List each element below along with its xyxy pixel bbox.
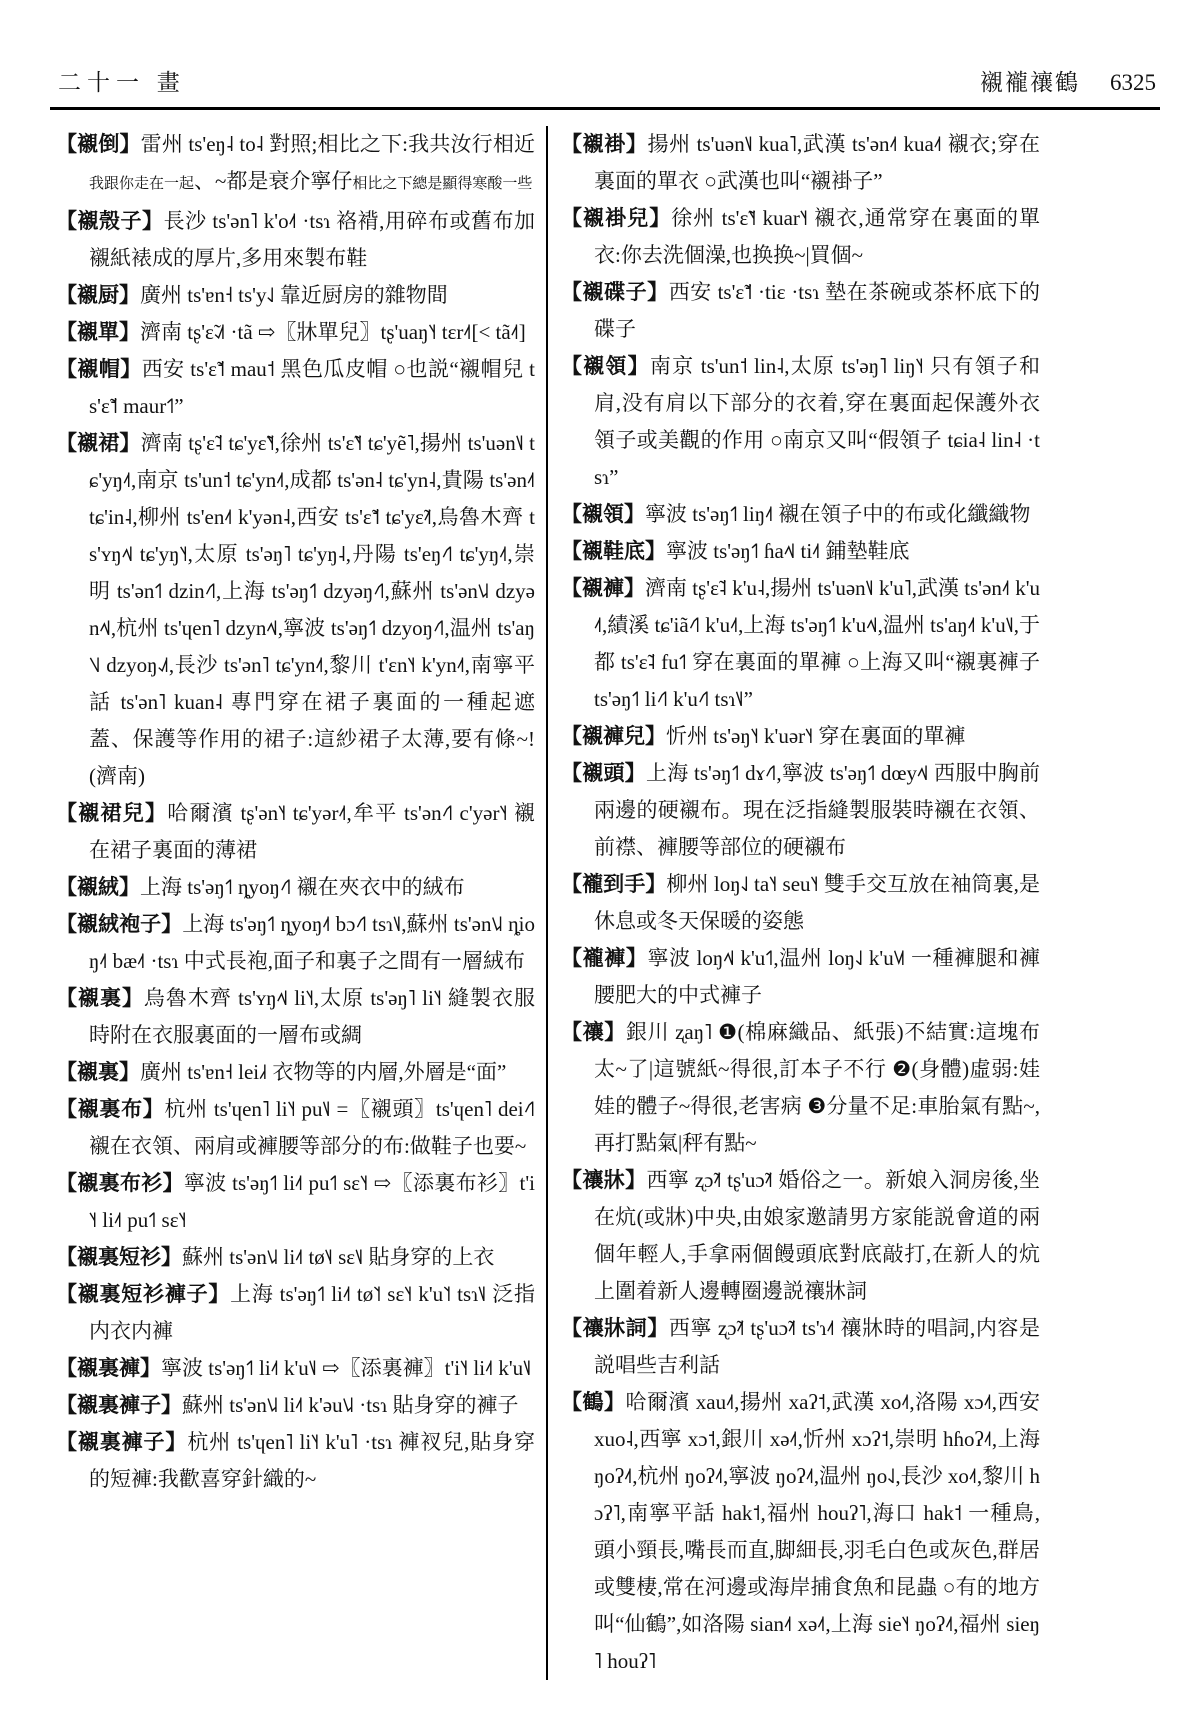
dict-entry — [561, 200, 1040, 274]
entry-headword: 【襯褲】 — [561, 576, 646, 600]
entry-headword: 【襯裏布】 — [56, 1097, 165, 1121]
dict-entry — [56, 906, 535, 980]
dict-entry — [561, 866, 1040, 940]
dict-entry — [56, 869, 535, 906]
entry-text: 雷州 ts'eŋ˨ to˨ 對照;相比之下:我共汝行相近 — [140, 132, 535, 156]
dict-entry — [56, 1424, 535, 1498]
entry-text: 長沙 ts'ən˥ k'o˨˦ ·tsɿ 袼褙,用碎布或舊布加襯紙裱成的厚片,多用來製布鞋 — [89, 209, 536, 270]
entry-gloss-small: 相比之下總是顯得寒酸一些 — [352, 176, 533, 192]
dict-entry — [56, 203, 535, 277]
dict-entry — [56, 277, 535, 314]
dict-entry — [561, 126, 1040, 200]
entry-text: 寧波 ts'əŋ˦˥ liŋ˨˦ 襯在領子中的布或化纖織物 — [645, 502, 1031, 526]
dict-entry — [561, 348, 1040, 496]
entry-text: 西安 ts'ɛ̃˦ ·tiɛ ·tsɿ 墊在茶碗或茶杯底下的碟子 — [594, 280, 1040, 341]
entry-text: 寧波 ts'əŋ˦˥ li˨˦ pu˦˥ sɛ˥˧ ⇨〖添裏布衫〗t'i˥˧ li˨˦ pu˦˥ sɛ˥˧ — [89, 1171, 535, 1232]
entry-text: 銀川 ʐaŋ˥ ❶(棉麻織品、紙張)不結實:這塊布太~了|這號紙~得很,訂本子不行 ❷(身體)虛弱:娃娃的體子~得很,老害病 ❸分量不足:車胎氣有點~,再打點氣|秤有點~ — [594, 1020, 1041, 1155]
entry-text: 南京 ts'un˦ lin˨,太原 ts'əŋ˥ liŋ˥˧ 只有領子和肩,没有肩以下部分的衣着,穿在裏面起保護外衣領子或美觀的作用 ○南京又叫“假領子 tɕia˨ lin˨ ·tsɿ” — [594, 354, 1041, 489]
stroke-section-title: 二十一 畫 — [58, 70, 186, 95]
right-column — [548, 126, 1040, 1680]
entry-headword: 【襯裙兒】 — [56, 801, 168, 825]
entry-headword: 【襱褲】 — [561, 946, 648, 970]
page-number: 6325 — [1110, 70, 1156, 95]
entry-headword: 【襯褂】 — [561, 132, 648, 156]
dict-entry — [56, 1387, 535, 1424]
entry-text: 上海 ts'əŋ˦˥ li˨˦ tø˥˦ sɛ˥˧ k'u˥˦ tsɿ˥˩ 泛指内衣内褲 — [89, 1282, 535, 1343]
guide-words: 襯襱禳鶴 — [980, 70, 1080, 95]
entry-headword: 【襯裙】 — [56, 431, 141, 455]
entry-headword: 【禳牀詞】 — [561, 1316, 669, 1340]
dict-entry — [561, 755, 1040, 866]
entry-headword: 【禳】 — [561, 1020, 626, 1044]
header-rule — [50, 107, 1160, 110]
entry-gloss-small: 我跟你走在一起 — [89, 176, 195, 192]
entry-headword: 【襯裏】 — [56, 986, 144, 1010]
dict-entry — [56, 425, 535, 795]
entry-headword: 【襯單】 — [56, 320, 140, 344]
entry-headword: 【襯領】 — [561, 354, 650, 378]
entry-text: 寧波 ts'əŋ˦˥ li˨˦ k'u˥˩ ⇨〖添裏褲〗t'i˥˧ li˨˦ k'u˥˩ — [161, 1356, 532, 1380]
entry-text: 上海 ts'əŋ˦˥ ȵyoŋ˨˦ bɔ˨˦˥ tsɿ˥˩,蘇州 ts'ən˦˩˨ ȵioŋ˨˦ bæ˨˦ ·tsɿ 中式長袍,面子和裏子之間有一層絨布 — [89, 912, 535, 973]
entry-headword: 【襯領】 — [561, 502, 645, 526]
dict-entry — [56, 1350, 535, 1387]
entry-text: 西寧 ʐɔ̃˨˦ tʂ'uɔ̃˨˦ ts'ɿ˨˦ 禳牀時的唱詞,内容是説唱些吉利話 — [594, 1316, 1041, 1377]
page-header — [58, 64, 1156, 97]
entry-text: 上海 ts'əŋ˦˥ dɤ˨˦˥,寧波 ts'əŋ˦˥ dœy˨˦˩ 西服中胸前兩邊的硬襯布。現在泛指縫製服裝時襯在衣領、前襟、褲腰等部位的硬襯布 — [594, 761, 1040, 859]
entry-headword: 【襯頭】 — [561, 761, 647, 785]
entry-headword: 【襯裏】 — [56, 1060, 140, 1084]
entry-headword: 【襯裏褲子】 — [56, 1393, 182, 1417]
entry-text: 杭州 ts'ɥen˥ li˥˧ pu˥˩ =〖襯頭〗ts'ɥen˥ dei˨˦˥ 襯在衣領、兩肩或褲腰等部分的布:做鞋子也要~ — [89, 1097, 535, 1158]
entry-headword: 【襯絨】 — [56, 875, 140, 899]
left-column — [56, 126, 546, 1680]
entry-text: 烏魯木齊 ts'ʏŋ˨˦˩ li˥˧,太原 ts'əŋ˥ li˥˧ 縫製衣服時附在衣服裏面的一層布或綢 — [89, 986, 535, 1047]
header-right — [980, 64, 1156, 97]
entry-text: 杭州 ts'ɥen˥ li˥˧ k'u˥ ·tsɿ 褲衩兒,貼身穿的短褲:我歡喜穿針織的~ — [89, 1430, 535, 1491]
dict-entry — [56, 1054, 535, 1091]
entry-text: 濟南 tʂ'ɛ̃˨˩˦ ·tã ⇨〖牀單兒〗tʂ'uaŋ˥˧ tɛr˨˦[< tã˨˦] — [140, 320, 526, 344]
dict-entry — [561, 1014, 1040, 1162]
entry-text: 哈爾濱 xau˨˦,揚州 xaʔ˦,武漢 xo˨˦,洛陽 xɔ˨˦,西安 xuo˨,西寧 xɔ˦,銀川 xə˨˦,忻州 xɔʔ˦,崇明 hɦoʔ˨˦,上海 ŋoʔ˨˦,杭州 ŋoʔ˨˦,寧波 ŋoʔ˨˦,温州 ŋo˨˩,長沙 xo˨˦,黎川 hɔʔ˥,南寧平話 hak˦,福州 houʔ˥,海口 hak˦ 一種鳥,頭小頸長,嘴長而直,脚細長,羽毛白色或灰色,群居或雙棲,常在河邊或海岸捕食魚和昆蟲 ○有的地方叫“仙鶴”,如洛陽 sian˨˦ xə˨˦,上海 sie˥˧ ŋoʔ˨˦,福州 sieŋ˥ houʔ˥ — [594, 1390, 1040, 1673]
entry-headword: 【禳牀】 — [561, 1168, 647, 1192]
entry-text: 蘇州 ts'ən˦˩˨ li˨˦ k'əu˦˩˨ ·tsɿ 貼身穿的褲子 — [182, 1393, 519, 1417]
dict-entry — [56, 1276, 535, 1350]
entry-headword: 【襯裏短衫】 — [56, 1245, 182, 1269]
entry-headword: 【襯絨袍子】 — [56, 912, 183, 936]
entry-text: 蘇州 ts'ən˦˩˨ li˨˦ tø˥˨ sɛ˥˩ 貼身穿的上衣 — [182, 1245, 495, 1269]
entry-headword: 【襯裏褲子】 — [56, 1430, 188, 1454]
dict-entry — [561, 1162, 1040, 1310]
entry-headword: 【襯裏布衫】 — [56, 1171, 184, 1195]
entry-text: 濟南 tʂ'ɛ̃˨ tɕ'yɛ̃˥˧,徐州 ts'ɛ̃˥˧ tɕ'yẽ˥,揚州 ts'uən˥˩ tɕ'yŋ˨˦,南京 ts'un˦ tɕ'yn˨˦,成都 ts'ən˨ tɕ'yn˨,貴陽 ts'ən˨˦ tɕ'in˨,柳州 ts'en˨˦ k'yən˨,西安 ts'ɛ̃˦ tɕ'yɛ̃˨˦,烏魯木齊 ts'ʏŋ˨˦˩ tɕ'yŋ˥˧,太原 ts'əŋ˥ tɕ'yŋ˨,丹陽 ts'eŋ˨˦˥ tɕ'yŋ˨˦,崇明 ts'ən˦˥ dzin˨˦˥,上海 ts'əŋ˦˥ dzyəŋ˨˦˥,蘇州 ts'ən˦˩˨ dzyən˨˦˩,杭州 ts'ɥen˥ dzyn˨˦˩,寧波 ts'əŋ˦˥ dzyoŋ˨˦˥,温州 ts'aŋ˥˧˩ dzyoŋ˨˩˦,長沙 ts'ən˥ tɕ'yn˨˦,黎川 t'ɛn˥˧ k'yn˨˦,南寧平話 ts'ən˥ kuan˨ 專門穿在裙子裏面的一種起遮蓋、保護等作用的裙子:這紗裙子太薄,要有條~!(濟南) — [89, 431, 535, 788]
entry-headword: 【襯鞋底】 — [561, 539, 666, 563]
entry-text: 揚州 ts'uən˥˩ kua˥,武漢 ts'ən˨˦ kua˨˦ 襯衣;穿在裏面的單衣 ○武漢也叫“襯褂子” — [594, 132, 1041, 193]
entry-text: 寧波 loŋ˨˦˩ k'u˦˥,温州 loŋ˨˩ k'u˥˩˦ 一種褲腿和褲腰肥大的中式褲子 — [594, 946, 1041, 1007]
dict-entry — [561, 1310, 1040, 1384]
entry-headword: 【襯殼子】 — [56, 209, 164, 233]
dict-entry — [561, 1384, 1040, 1680]
entry-text: 忻州 ts'əŋ˥˧ k'uər˥˧ 穿在裏面的單褲 — [666, 724, 966, 748]
entry-headword: 【襯倒】 — [56, 132, 141, 156]
entry-text: 、~都是衰介寧仔 — [194, 169, 353, 193]
entry-headword: 【襯裏短衫褲子】 — [56, 1282, 231, 1306]
entry-text: 哈爾濱 tʂ'ən˥˧ tɕ'yər˨˦,牟平 ts'ən˨˦˥ c'yər˥˧ 襯在裙子裏面的薄裙 — [89, 801, 535, 862]
dict-entry — [56, 1239, 535, 1276]
entry-text: 濟南 tʂ'ɛ̃˨ k'u˨,揚州 ts'uən˥˩ k'u˥,武漢 ts'ən˨˦ k'u˨˦,績溪 tɕ'iã˨˦˥ k'u˨˦,上海 ts'əŋ˦˥ k'u˨˦˩,温州 ts'aŋ˨˦ k'u˥˩,于都 ts'ɛ̃˨ fu˦˥ 穿在裏面的單褲 ○上海又叫“襯裏褲子 ts'əŋ˦˥ li˨˦˥ k'u˨˦˥ tsɿ˥˩” — [594, 576, 1040, 711]
dict-entry — [561, 496, 1040, 533]
entry-text: 寧波 ts'əŋ˦˥ ɦa˨˦˩ ti˨˦ 鋪墊鞋底 — [666, 539, 910, 563]
entry-text: 上海 ts'əŋ˦˥ ȵyoŋ˨˦˥ 襯在夾衣中的絨布 — [140, 875, 465, 899]
entry-headword: 【襯褂兒】 — [561, 206, 672, 230]
entry-headword: 【襯帽】 — [56, 357, 142, 381]
entry-text: 西寧 ʐɔ̃˨˦ tʂ'uɔ̃˨˦ 婚俗之一。新娘入洞房後,坐在炕(或牀)中央,由娘家邀請男方家能説會道的兩個年輕人,手拿兩個饅頭底對底敲打,在新人的炕上圍着新人邊轉圈邊説禳牀詞 — [594, 1168, 1040, 1303]
dict-entry — [56, 980, 535, 1054]
entry-text: 徐州 ts'ɛ̃˥˧ kuar˥˧ 襯衣,通常穿在裏面的單衣:你去洗個澡,也换换~|買個~ — [594, 206, 1040, 267]
entry-headword: 【襯褲兒】 — [561, 724, 666, 748]
text-columns — [56, 126, 1040, 1680]
entry-text: 廣州 ts'ɐn˧ ts'y˨˩ 靠近厨房的雜物間 — [140, 283, 448, 307]
entry-headword: 【襯裏褲】 — [56, 1356, 161, 1380]
dict-entry — [561, 718, 1040, 755]
entry-headword: 【鶴】 — [561, 1390, 626, 1414]
dict-entry — [56, 314, 535, 351]
entry-headword: 【襯碟子】 — [561, 280, 669, 304]
entry-text: 廣州 ts'ɐn˧ lei˩˧ 衣物等的内層,外層是“面” — [140, 1060, 507, 1084]
entry-headword: 【襯厨】 — [56, 283, 140, 307]
entry-text: 柳州 loŋ˨˩ ta˥˧ seu˥˧ 雙手交互放在袖筒裏,是休息或冬天保暖的姿態 — [594, 872, 1040, 933]
dict-entry — [561, 274, 1040, 348]
dict-entry — [561, 570, 1040, 718]
dict-entry — [56, 795, 535, 869]
dict-entry — [56, 351, 535, 425]
dict-entry — [56, 1165, 535, 1239]
dict-entry — [561, 533, 1040, 570]
dict-entry — [561, 940, 1040, 1014]
entry-headword: 【襱到手】 — [561, 872, 667, 896]
dict-entry — [56, 1091, 535, 1165]
dict-entry — [56, 126, 535, 203]
entry-text: 西安 ts'ɛ̃˦ mau˦ 黑色瓜皮帽 ○也説“襯帽兒 ts'ɛ̃˦ maur˦˥” — [89, 357, 535, 418]
